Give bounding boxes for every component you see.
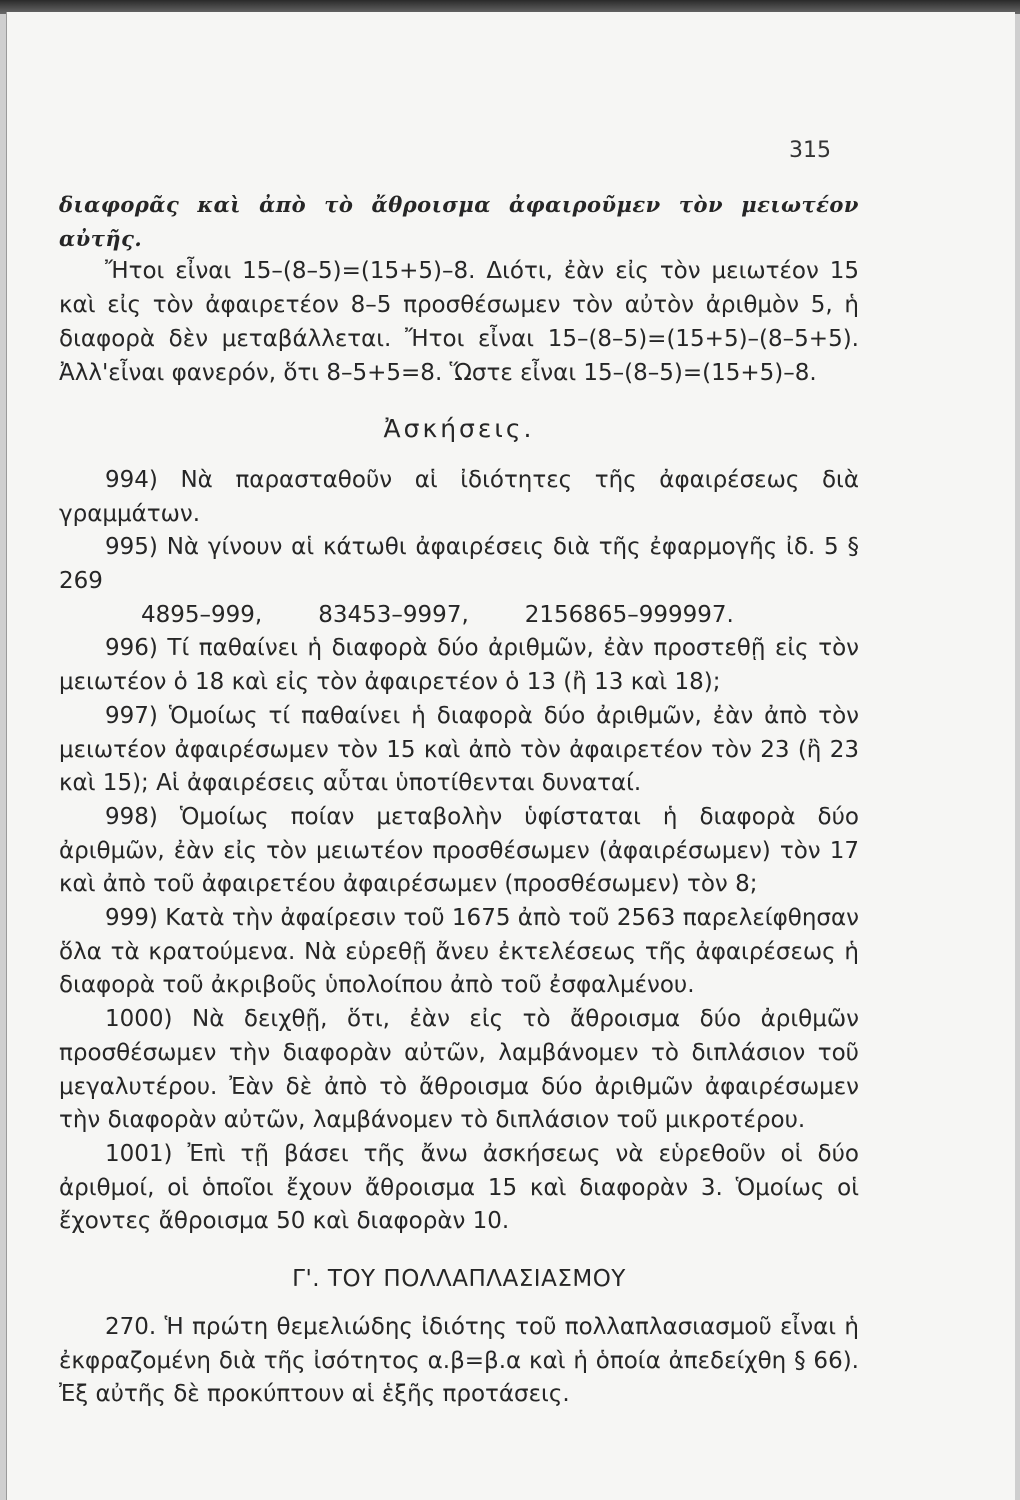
exercise-1001: 1001) Ἐπὶ τῇ βάσει τῆς ἄνω ἀσκήσεως νὰ εὑρεθοῦν οἱ δύο ἀριθμοί, οἱ ὁποῖοι ἔχουν ἄθροισμα 15 καὶ διαφορὰν 3. Ὁμοίως οἱ ἔχοντες ἄθροισμα 50 καὶ διαφορὰν 10. [59,1140,859,1235]
intro-italic-line: διαφορᾶς καὶ ἀπὸ τὸ ἄθροισμα ἀφαιροῦμεν τὸν μειωτέον αὐτῆς. [59,192,859,251]
exercise-994: 994) Νὰ παρασταθοῦν αἱ ἰδιότητες τῆς ἀφαιρέσεως διὰ γραμμάτων. [59,466,859,527]
exercise-995: 995) Νὰ γίνουν αἱ κάτωθι ἀφαιρέσεις διὰ τῆς ἐφαρμογῆς ἰδ. 5 § 269 [59,534,859,595]
section-270-paragraph: 270. Ἡ πρώτη θεμελιώδης ἰδιότης τοῦ πολλαπλασιασμοῦ εἶναι ἡ ἐκφραζομένη διὰ τῆς ἰσότητος α.β=β.α καὶ ἡ ὁποία ἀπεδείχθη § 66). Ἐξ αὐτῆς δὲ προκύπτουν αἱ ἑξῆς προτάσεις. [59,1313,859,1408]
exercise-1000: 1000) Νὰ δειχθῇ, ὅτι, ἐὰν εἰς τὸ ἄθροισμα δύο ἀριθμῶν προσθέσωμεν τὴν διαφορὰν αὐτῶν, λαμβάνομεν τὸ διπλάσιον τοῦ μεγαλυτέρου. Ἐὰν δὲ ἀπὸ τὸ ἄθροισμα δύο ἀριθμῶν ἀφαιρέσωμεν τὴν διαφορὰν αὐτῶν, λαμβάνομεν τὸ διπλάσιον τοῦ μικροτέρου. [59,1006,859,1134]
page-text [59,188,859,1412]
intro-paragraph: Ἤτοι εἶναι 15–(8–5)=(15+5)–8. Διότι, ἐὰν εἰς τὸν μειωτέον 15 καὶ εἰς τὸν ἀφαιρετέον 8–5 προσθέσωμεν τὸν αὐτὸν ἀριθμὸν 5, ἡ διαφορὰ δὲν μεταβάλλεται. Ἤτοι εἶναι 15–(8–5)=(15+5)–(8–5+5). Ἀλλ'εἶναι φανερόν, ὅτι 8–5+5=8. Ὥστε εἶναι 15–(8–5)=(15+5)–8. [59,258,859,386]
exercise-997: 997) Ὁμοίως τί παθαίνει ἡ διαφορὰ δύο ἀριθμῶν, ἐὰν ἀπὸ τὸν μειωτέον ἀφαιρέσωμεν τὸν 15 καὶ ἀπὸ τὸν ἀφαιρετέον τὸν 23 (ἢ 23 καὶ 15); Αἱ ἀφαιρέσεις αὗται ὑποτίθενται δυναταί. [59,702,859,797]
exercises-heading: Ἀσκήσεις. [383,414,535,444]
example-2: 83453–9997, [318,601,469,628]
exercise-996: 996) Τί παθαίνει ἡ διαφορὰ δύο ἀριθμῶν, ἐὰν προστεθῇ εἰς τὸν μειωτέον ὁ 18 καὶ εἰς τὸν ἀφαιρετέον ὁ 13 (ἢ 13 καὶ 18); [59,635,859,696]
chapter-heading: Γ'. ΤΟΥ ΠΟΛΛΑΠΛΑΣΙΑΣΜΟΥ [292,1266,626,1293]
book-page [6,12,1015,1500]
exercise-998: 998) Ὁμοίως ποίαν μεταβολὴν ὑφίσταται ἡ διαφορὰ δύο ἀριθμῶν, ἐὰν εἰς τὸν μειωτέον προσθέσωμεν (ἀφαιρέσωμεν) τὸν 17 καὶ ἀπὸ τοῦ ἀφαιρετέου ἀφαιρέσωμεν (προσθέσωμεν) τὸν 8; [59,803,859,898]
exercise-999: 999) Κατὰ τὴν ἀφαίρεσιν τοῦ 1675 ἀπὸ τοῦ 2563 παρελείφθησαν ὅλα τὰ κρατούμενα. Νὰ εὑρεθῇ ἄνευ ἐκτελέσεως τῆς ἀφαιρέσεως ἡ διαφορὰ τοῦ ἀκριβοῦς ὑπολοίπου ἀπὸ τοῦ ἐσφαλμένου. [59,905,859,999]
example-3: 2156865–999997. [524,601,734,628]
page-number: 315 [789,138,831,163]
exercise-995-examples [59,599,859,633]
example-1: 4895–999, [141,601,263,628]
